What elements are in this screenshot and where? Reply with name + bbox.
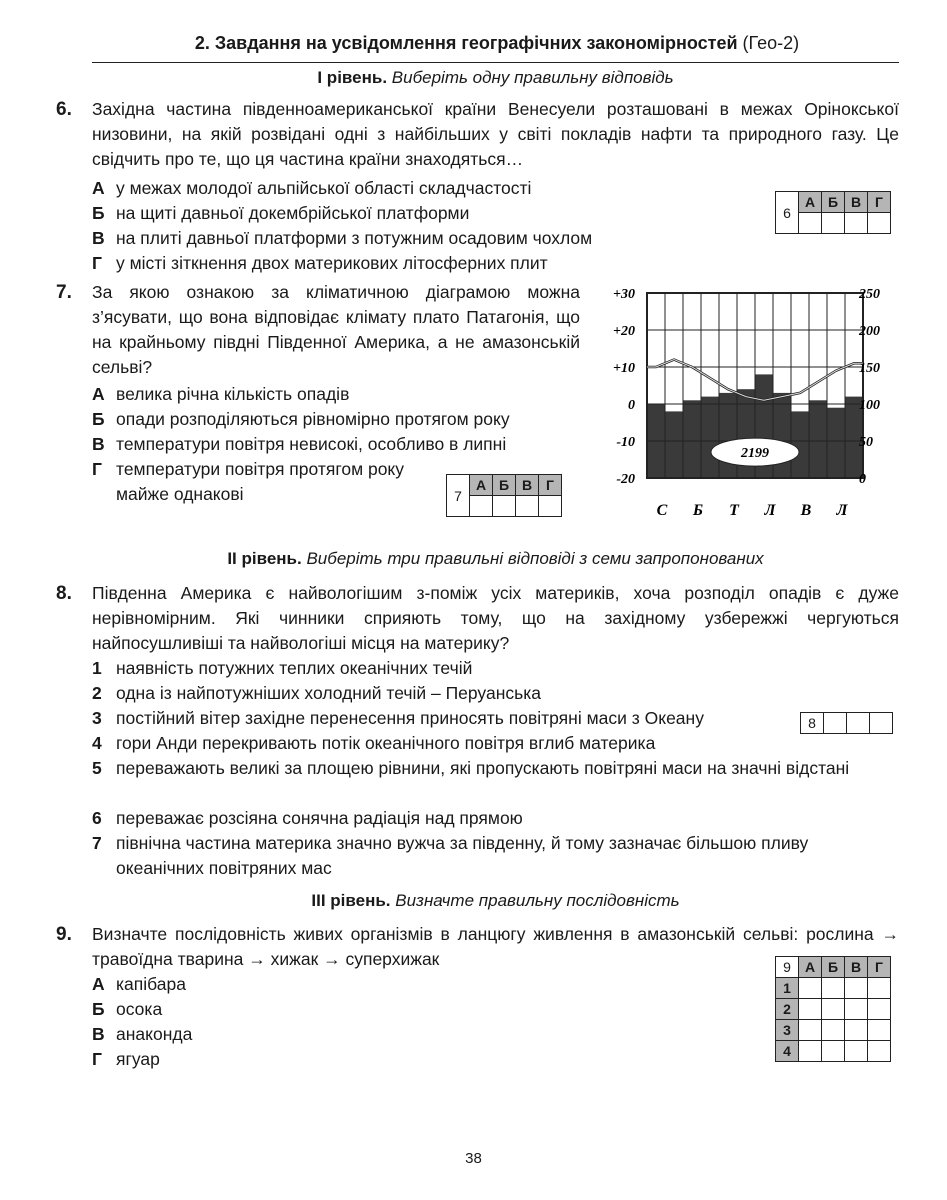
option-text: одна із найпотужніших холодний течій – Перуанська — [116, 683, 542, 703]
grid-label: 9 — [776, 957, 799, 978]
option-letter: Б — [92, 999, 105, 1019]
option-letter: Б — [92, 409, 105, 429]
precipitation-tick-label: 50 — [859, 435, 873, 450]
month-label: Л — [764, 502, 776, 519]
option-letter: В — [92, 434, 105, 454]
grid-row-label: 1 — [776, 978, 799, 999]
q9-option-d[interactable] — [92, 1047, 160, 1072]
level-3-label: ІІІ рівень. — [311, 891, 391, 910]
answer-cell[interactable] — [470, 496, 493, 517]
option-text: капібара — [116, 974, 186, 994]
option-letter: А — [92, 974, 105, 994]
temperature-tick-label: -20 — [616, 472, 635, 487]
precipitation-bar — [773, 393, 791, 478]
option-text: ягуар — [116, 1049, 160, 1069]
q7-option-b[interactable] — [92, 407, 510, 432]
answer-cell[interactable] — [845, 1041, 868, 1062]
answer-cell[interactable] — [516, 496, 539, 517]
grid-header: Г — [868, 192, 891, 213]
question-8-text: Південна Америка є найвологішим з-поміж усіх материків, хоча розподіл опадів є дуже нерівномірним. Які чинники сприяють тому, що на західному узбережжі чергуються найпосушливіші та найвологіші місця на материку? — [92, 583, 899, 653]
answer-cell[interactable] — [799, 978, 822, 999]
option-number: 4 — [92, 733, 102, 753]
option-text: велика річна кількість опадів — [116, 384, 350, 404]
precipitation-tick-label: 150 — [859, 361, 880, 376]
q7-answer-grid — [446, 474, 562, 517]
answer-cell[interactable] — [868, 1041, 891, 1062]
option-letter: Б — [92, 203, 105, 223]
grid-header: Б — [822, 957, 845, 978]
answer-cell[interactable] — [799, 213, 822, 234]
option-text: осока — [116, 999, 163, 1019]
answer-cell[interactable] — [822, 1041, 845, 1062]
question-8-number: 8. — [56, 583, 72, 604]
option-number: 1 — [92, 658, 102, 678]
answer-cell[interactable] — [845, 1020, 868, 1041]
grid-header: В — [516, 475, 539, 496]
option-text: постійний вітер західне перенесення приносять повітряні маси з Океану — [116, 708, 704, 728]
question-6-text: Західна частина південноамериканської країни Венесуели розташовані в межах Орінокської низовини, на якій розвідані одні з найбільших у світі покладів нафти та природного газу. Це свідчить про те, що ця частина країни знаходяться… — [92, 99, 899, 169]
q6-option-b[interactable] — [92, 201, 469, 226]
grid-header: В — [845, 192, 868, 213]
answer-cell[interactable] — [539, 496, 562, 517]
precipitation-tick-label: 100 — [859, 398, 880, 413]
climate-diagram — [595, 283, 905, 523]
month-label: Л — [836, 502, 848, 519]
month-label: Б — [692, 502, 704, 519]
answer-cell[interactable] — [847, 713, 870, 734]
section-heading-code: (Гео-2) — [742, 33, 800, 53]
temperature-tick-label: +30 — [613, 287, 635, 302]
option-letter: Г — [92, 459, 102, 479]
grid-header: А — [799, 957, 822, 978]
level-3-instruction: Визначте правильну послідовність — [395, 891, 680, 910]
answer-cell[interactable] — [822, 213, 845, 234]
option-text: анаконда — [116, 1024, 193, 1044]
month-label: В — [800, 502, 812, 519]
q6-option-a[interactable] — [92, 176, 531, 201]
grid-row-label: 2 — [776, 999, 799, 1020]
option-letter: А — [92, 384, 105, 404]
option-text: у місті зіткнення двох материкових літосферних плит — [116, 253, 548, 273]
grid-header: В — [845, 957, 868, 978]
option-text: гори Анди перекривають потік океанічного повітря вглиб материка — [116, 733, 656, 753]
temperature-tick-label: +20 — [613, 324, 635, 339]
q6-option-d[interactable] — [92, 251, 548, 276]
question-6-number: 6. — [56, 99, 72, 120]
option-text: температури повітря протягом року майже однакові — [116, 459, 405, 504]
q8-option-3[interactable] — [92, 706, 704, 731]
grid-label: 8 — [801, 713, 824, 734]
q6-option-c[interactable] — [92, 226, 592, 251]
q8-option-4[interactable] — [92, 731, 655, 756]
option-text: наявність потужних теплих океанічних течій — [116, 658, 473, 678]
q7-option-a[interactable] — [92, 382, 349, 407]
option-letter: Г — [92, 253, 102, 273]
answer-cell[interactable] — [799, 999, 822, 1020]
precipitation-bar — [665, 411, 683, 478]
level-1-label: І рівень. — [317, 68, 388, 87]
heading-rule — [92, 62, 899, 63]
grid-header: Г — [868, 957, 891, 978]
question-9-text: Визначте послідовність живих організмів в ланцюгу живлення в амазонській сельві: рослина → травоїдна тварина → хижак → суперхижак — [92, 924, 899, 969]
option-text: опади розподіляються рівномірно протягом року — [116, 409, 510, 429]
level-1-instruction: Виберіть одну правильну відповідь — [391, 68, 674, 87]
grid-header: Г — [539, 475, 562, 496]
q8-option-1[interactable] — [92, 656, 472, 681]
q9-answer-grid — [775, 956, 891, 1062]
option-text: у межах молодої альпійської області складчастості — [116, 178, 532, 198]
level-2-heading — [92, 549, 899, 569]
section-heading-title: 2. Завдання на усвідомлення географічних закономірностей — [194, 33, 738, 53]
precipitation-tick-label: 200 — [859, 324, 880, 339]
answer-cell[interactable] — [845, 999, 868, 1020]
option-text: на плиті давньої платформи з потужним осадовим чохлом — [116, 228, 593, 248]
option-text: переважають великі за площею рівнини, які пропускають повітряні маси на значні відстані — [116, 758, 850, 778]
option-letter: В — [92, 228, 105, 248]
temperature-tick-label: +10 — [613, 361, 635, 376]
answer-cell[interactable] — [799, 1041, 822, 1062]
q8-option-5[interactable] — [92, 756, 882, 781]
answer-cell[interactable] — [822, 999, 845, 1020]
q7-option-d[interactable] — [92, 457, 422, 507]
q7-option-c[interactable] — [92, 432, 506, 457]
option-text: переважає розсіяна сонячна радіація над прямою — [116, 808, 523, 828]
answer-cell[interactable] — [824, 713, 847, 734]
q6-answer-grid — [775, 191, 891, 234]
precipitation-bar — [809, 400, 827, 478]
grid-header: Б — [822, 192, 845, 213]
answer-cell[interactable] — [868, 1020, 891, 1041]
option-letter: Г — [92, 1049, 102, 1069]
grid-label: 7 — [447, 475, 470, 517]
option-text: температури повітря невисокі, особливо в липні — [116, 434, 507, 454]
q9-option-c[interactable] — [92, 1022, 192, 1047]
section-heading — [92, 33, 902, 54]
level-3-heading — [92, 891, 899, 911]
month-label: Т — [729, 502, 739, 519]
answer-cell[interactable] — [845, 978, 868, 999]
question-9-number: 9. — [56, 924, 72, 945]
page-number: 38 — [465, 1150, 482, 1167]
precipitation-tick-label: 250 — [859, 287, 880, 302]
q8-answer-grid — [800, 712, 893, 734]
answer-cell[interactable] — [870, 713, 893, 734]
option-number: 3 — [92, 708, 102, 728]
q8-option-7[interactable] — [92, 831, 892, 881]
answer-cell[interactable] — [493, 496, 516, 517]
month-label: С — [656, 502, 668, 519]
precipitation-bar — [719, 393, 737, 478]
precipitation-tick-label: 0 — [859, 472, 866, 487]
precipitation-bar — [827, 408, 845, 478]
answer-cell[interactable] — [845, 213, 868, 234]
grid-row-label: 3 — [776, 1020, 799, 1041]
precipitation-bar — [791, 411, 809, 478]
precipitation-bar — [701, 397, 719, 478]
option-number: 6 — [92, 808, 102, 828]
answer-cell[interactable] — [799, 1020, 822, 1041]
option-number: 7 — [92, 833, 102, 853]
answer-cell[interactable] — [868, 978, 891, 999]
level-1-heading — [92, 68, 899, 88]
option-letter: А — [92, 178, 105, 198]
q8-option-2[interactable] — [92, 681, 541, 706]
q9-option-b[interactable] — [92, 997, 162, 1022]
grid-header: Б — [493, 475, 516, 496]
month-labels — [657, 502, 849, 519]
question-7-number: 7. — [56, 282, 72, 303]
grid-header: А — [470, 475, 493, 496]
option-text: на щиті давньої докембрійської платформи — [116, 203, 470, 223]
question-7-text: За якою ознакою за кліматичною діаграмою можна з’ясувати, що вона відповідає клімату плато Патагонія, що на крайньому півдні Південної Америка, а не амазонській сельві? — [92, 282, 580, 377]
q9-option-a[interactable] — [92, 972, 186, 997]
level-2-instruction: Виберіть три правильні відповіді з семи запропонованих — [306, 549, 764, 568]
option-letter: В — [92, 1024, 105, 1044]
option-number: 5 — [92, 758, 102, 778]
option-text: північна частина материка значно вужча за південну, й тому зазначає більшою пливу океанічних повітряних мас — [116, 833, 809, 878]
grid-row-label: 4 — [776, 1041, 799, 1062]
q8-option-6[interactable] — [92, 806, 523, 831]
answer-cell[interactable] — [822, 978, 845, 999]
temperature-tick-label: 0 — [628, 398, 635, 413]
level-2-label: ІІ рівень. — [227, 549, 302, 568]
grid-header: А — [799, 192, 822, 213]
grid-label: 6 — [776, 192, 799, 234]
answer-cell[interactable] — [868, 999, 891, 1020]
annual-precipitation-label: 2199 — [741, 446, 769, 462]
option-number: 2 — [92, 683, 102, 703]
temperature-tick-label: -10 — [616, 435, 635, 450]
answer-cell[interactable] — [868, 213, 891, 234]
answer-cell[interactable] — [822, 1020, 845, 1041]
precipitation-bar — [683, 400, 701, 478]
temperature-axis-labels — [613, 287, 635, 487]
